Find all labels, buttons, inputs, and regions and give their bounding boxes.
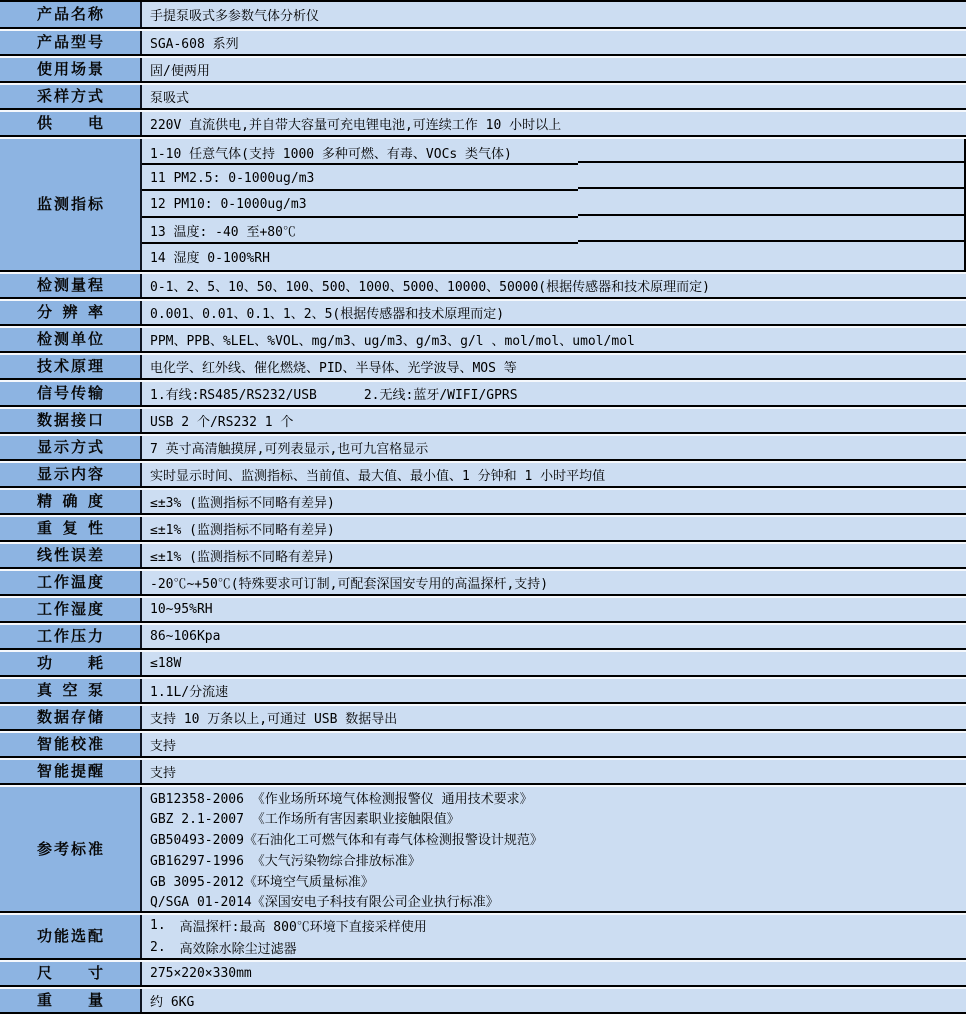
row-value: PPM、PPB、%LEL、%VOL、mg/m3、ug/m3、g/m3、g/l 、mol/mol、umol/mol bbox=[150, 334, 635, 349]
row-label: 分辨率 bbox=[37, 304, 103, 321]
row-label-cell bbox=[0, 989, 140, 1012]
row-value-cell bbox=[140, 962, 966, 985]
option-number: 1. bbox=[150, 918, 166, 934]
monitor-item bbox=[142, 244, 964, 270]
row-label: 精确度 bbox=[37, 493, 103, 510]
row-label: 监测指标 bbox=[37, 196, 103, 213]
row-label-cell bbox=[0, 490, 140, 513]
row-label-cell bbox=[0, 328, 140, 351]
row-label-cell bbox=[0, 760, 140, 783]
row-value-cell bbox=[140, 409, 966, 432]
row-value: 电化学、红外线、催化燃烧、PID、半导体、光学波导、MOS 等 bbox=[150, 361, 517, 376]
row-value-cell bbox=[140, 2, 966, 27]
row-label: 功能选配 bbox=[37, 928, 103, 945]
row-label: 技术原理 bbox=[37, 358, 103, 375]
row-optional-features bbox=[0, 913, 966, 960]
row-value-cell bbox=[140, 301, 966, 324]
row-value-cell bbox=[140, 625, 966, 648]
row-value: 1.有线:RS485/RS232/USB 2.无线:蓝牙/WIFI/GPRS bbox=[150, 388, 518, 403]
row-value-cell bbox=[140, 85, 966, 108]
row-value-cell bbox=[140, 760, 966, 783]
monitor-item bbox=[142, 191, 964, 217]
row-value: 10~95%RH bbox=[150, 602, 213, 617]
row-power-supply bbox=[0, 110, 966, 137]
row-value-cell bbox=[140, 355, 966, 378]
row-label-cell bbox=[0, 58, 140, 81]
row-value-cell bbox=[140, 274, 966, 297]
standards-lines bbox=[140, 787, 966, 911]
row-display-content bbox=[0, 461, 966, 488]
row-value: 支持 bbox=[150, 766, 177, 781]
standard-line bbox=[150, 870, 966, 891]
row-value-cell bbox=[140, 490, 966, 513]
row-working-temperature bbox=[0, 569, 966, 596]
row-label: 使用场景 bbox=[37, 61, 103, 78]
monitor-item-text: 1-10 任意气体(支持 1000 多种可燃、有毒、VOCs 类气体) bbox=[150, 146, 512, 162]
standard-text: GBZ 2.1-2007 《工作场所有害因素职业接触限值》 bbox=[150, 812, 460, 828]
row-value-cell bbox=[140, 58, 966, 81]
row-working-humidity bbox=[0, 596, 966, 623]
row-label: 工作温度 bbox=[37, 574, 103, 591]
row-value: -20℃~+50℃(特殊要求可订制,可配套深国安专用的高温探杆,支持) bbox=[150, 577, 549, 592]
row-label: 真空泵 bbox=[37, 682, 103, 699]
row-label: 功耗 bbox=[37, 655, 103, 672]
row-label-cell bbox=[0, 409, 140, 432]
row-label-cell bbox=[0, 598, 140, 621]
standard-line bbox=[150, 849, 966, 870]
row-data-storage bbox=[0, 704, 966, 731]
standard-text: GB12358-2006 《作业场所环境气体检测报警仪 通用技术要求》 bbox=[150, 791, 533, 807]
row-label-cell bbox=[0, 274, 140, 297]
row-label-cell bbox=[0, 517, 140, 540]
row-reference-standards bbox=[0, 785, 966, 913]
row-repeatability bbox=[0, 515, 966, 542]
row-value-cell bbox=[140, 463, 966, 486]
row-value: 86~106Kpa bbox=[150, 629, 221, 644]
option-text: 高效除水除尘过滤器 bbox=[179, 941, 297, 957]
row-value: 固/便两用 bbox=[150, 64, 210, 79]
row-value: ≤18W bbox=[150, 656, 182, 671]
row-label: 参考标准 bbox=[37, 840, 103, 858]
row-label: 重量 bbox=[37, 992, 103, 1009]
row-label: 智能提醒 bbox=[37, 763, 103, 780]
row-value: 支持 10 万条以上,可通过 USB 数据导出 bbox=[150, 712, 398, 727]
row-monitor-indicators bbox=[0, 137, 966, 272]
row-label-cell bbox=[0, 2, 140, 27]
monitor-item-text: 14 湿度 0-100%RH bbox=[150, 251, 270, 267]
row-label: 重复性 bbox=[37, 520, 103, 537]
row-label-cell bbox=[0, 463, 140, 486]
standard-text: Q/SGA 01-2014《深国安电子科技有限公司企业执行标准》 bbox=[150, 895, 499, 911]
standard-text: GB 3095-2012《环境空气质量标准》 bbox=[150, 874, 374, 890]
monitor-item-text: 12 PM10: 0-1000ug/m3 bbox=[150, 197, 307, 212]
row-display-mode bbox=[0, 434, 966, 461]
row-product-name bbox=[0, 2, 966, 29]
monitor-items bbox=[140, 139, 966, 270]
row-label: 显示内容 bbox=[37, 466, 103, 483]
row-label-cell bbox=[0, 625, 140, 648]
row-value-cell bbox=[140, 112, 966, 135]
standard-text: GB16297-1996 《大气污染物综合排放标准》 bbox=[150, 853, 421, 869]
monitor-item-text: 11 PM2.5: 0-1000ug/m3 bbox=[150, 170, 315, 186]
row-label: 数据接口 bbox=[37, 412, 103, 429]
standard-line bbox=[150, 787, 966, 808]
row-value: 275×220×330mm bbox=[150, 966, 252, 981]
row-label-cell bbox=[0, 733, 140, 756]
standard-line bbox=[150, 890, 966, 911]
standard-line bbox=[150, 808, 966, 829]
row-smart-calibration bbox=[0, 731, 966, 758]
row-value: 支持 bbox=[150, 739, 177, 754]
row-label-cell bbox=[0, 679, 140, 702]
monitor-item bbox=[142, 139, 964, 165]
row-value: SGA-608 系列 bbox=[150, 37, 239, 52]
row-label: 产品名称 bbox=[37, 6, 103, 23]
option-item bbox=[150, 915, 966, 937]
row-value-cell bbox=[140, 436, 966, 459]
row-dimensions bbox=[0, 960, 966, 987]
row-label: 显示方式 bbox=[37, 439, 103, 456]
row-label-cell bbox=[0, 436, 140, 459]
row-label: 数据存储 bbox=[37, 709, 103, 726]
row-value: 220V 直流供电,并自带大容量可充电锂电池,可连续工作 10 小时以上 bbox=[150, 118, 562, 133]
row-value-cell bbox=[140, 706, 966, 729]
row-technical-principle bbox=[0, 353, 966, 380]
row-label-cell bbox=[0, 31, 140, 54]
row-value-cell bbox=[140, 544, 966, 567]
row-value-cell bbox=[140, 31, 966, 54]
row-label: 工作压力 bbox=[37, 628, 103, 645]
row-value-cell bbox=[140, 652, 966, 675]
row-value-cell bbox=[140, 517, 966, 540]
row-value-cell bbox=[140, 679, 966, 702]
row-data-interface bbox=[0, 407, 966, 434]
row-label-cell bbox=[0, 382, 140, 405]
row-value: 手提泵吸式多参数气体分析仪 bbox=[150, 9, 320, 24]
row-value: 7 英寸高清触摸屏,可列表显示,也可九宫格显示 bbox=[150, 442, 429, 457]
row-label-cell bbox=[0, 706, 140, 729]
row-vacuum-pump bbox=[0, 677, 966, 704]
row-value: 约 6KG bbox=[150, 995, 195, 1010]
row-detection-range bbox=[0, 272, 966, 299]
row-value-cell bbox=[140, 989, 966, 1012]
row-value: 0.001、0.01、0.1、1、2、5(根据传感器和技术原理而定) bbox=[150, 307, 505, 322]
row-label: 采样方式 bbox=[37, 88, 103, 105]
row-linearity-error bbox=[0, 542, 966, 569]
row-label: 检测量程 bbox=[37, 277, 103, 294]
row-value-cell bbox=[140, 598, 966, 621]
row-label: 供电 bbox=[37, 115, 103, 132]
row-detection-unit bbox=[0, 326, 966, 353]
row-usage-scene bbox=[0, 56, 966, 83]
options-lines bbox=[140, 915, 966, 958]
row-smart-reminder bbox=[0, 758, 966, 785]
row-value: 0-1、2、5、10、50、100、500、1000、5000、10000、50000(根据传感器和技术原理而定) bbox=[150, 280, 710, 295]
row-label-cell bbox=[0, 571, 140, 594]
row-value: 1.1L/分流速 bbox=[150, 685, 229, 700]
row-label: 产品型号 bbox=[37, 34, 103, 51]
standard-line bbox=[150, 828, 966, 849]
row-sampling-method bbox=[0, 83, 966, 110]
option-number: 2. bbox=[150, 939, 166, 955]
row-signal-transmission bbox=[0, 380, 966, 407]
row-label-cell bbox=[0, 787, 140, 911]
row-accuracy bbox=[0, 488, 966, 515]
row-label-cell bbox=[0, 139, 140, 270]
row-label-cell bbox=[0, 85, 140, 108]
row-value: ≤±3% (监测指标不同略有差异) bbox=[150, 496, 335, 511]
row-label: 检测单位 bbox=[37, 331, 103, 348]
row-power-consumption bbox=[0, 650, 966, 677]
option-text: 高温探杆:最高 800℃环境下直接采样使用 bbox=[179, 920, 427, 936]
option-item bbox=[150, 937, 966, 959]
row-label-cell bbox=[0, 962, 140, 985]
row-resolution bbox=[0, 299, 966, 326]
row-label: 尺寸 bbox=[37, 965, 103, 982]
row-value: 实时显示时间、监测指标、当前值、最大值、最小值、1 分钟和 1 小时平均值 bbox=[150, 469, 606, 484]
row-value: 泵吸式 bbox=[150, 91, 190, 106]
row-value-cell bbox=[140, 733, 966, 756]
row-label: 工作湿度 bbox=[37, 601, 103, 618]
row-label: 信号传输 bbox=[37, 385, 103, 402]
monitor-item bbox=[142, 165, 964, 191]
row-value-cell bbox=[140, 571, 966, 594]
row-label-cell bbox=[0, 544, 140, 567]
row-value-cell bbox=[140, 382, 966, 405]
row-value: ≤±1% (监测指标不同略有差异) bbox=[150, 550, 335, 565]
standard-text: GB50493-2009《石油化工可燃气体和有毒气体检测报警设计规范》 bbox=[150, 833, 543, 849]
monitor-item-text: 13 温度: -40 至+80℃ bbox=[150, 225, 296, 241]
row-working-pressure bbox=[0, 623, 966, 650]
row-value-cell bbox=[140, 328, 966, 351]
row-value: USB 2 个/RS232 1 个 bbox=[150, 415, 294, 430]
row-value: ≤±1% (监测指标不同略有差异) bbox=[150, 523, 335, 538]
row-label-cell bbox=[0, 112, 140, 135]
row-label: 线性误差 bbox=[37, 547, 103, 564]
row-label-cell bbox=[0, 652, 140, 675]
row-label-cell bbox=[0, 301, 140, 324]
row-label: 智能校准 bbox=[37, 736, 103, 753]
row-label-cell bbox=[0, 915, 140, 958]
row-label-cell bbox=[0, 355, 140, 378]
row-product-model bbox=[0, 29, 966, 56]
monitor-item bbox=[142, 218, 964, 244]
